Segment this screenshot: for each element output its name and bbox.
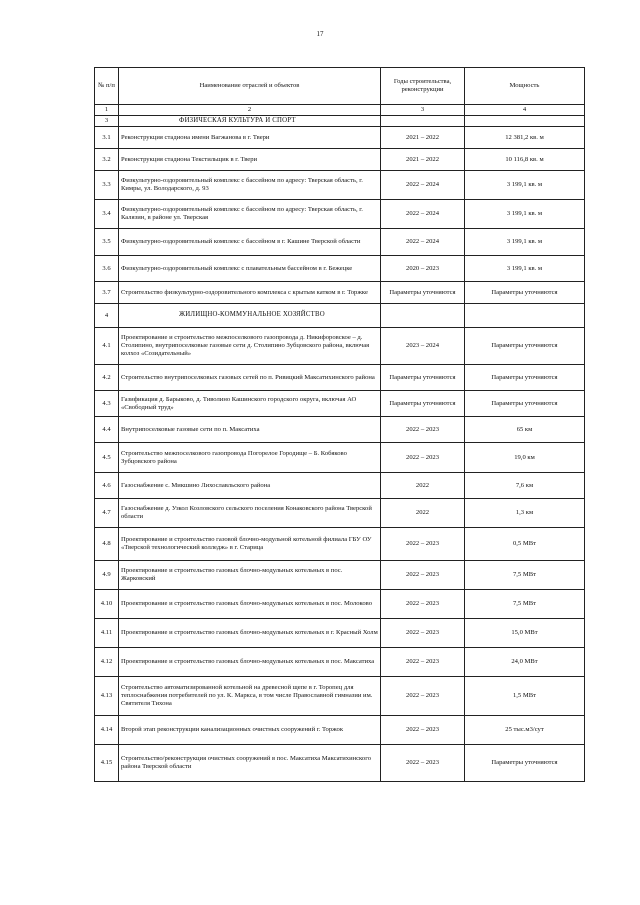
row-number: 4.15 [95, 745, 119, 782]
row-number: 4.1 [95, 328, 119, 365]
header-name: Наименование отраслей и объектов [119, 68, 381, 105]
table-row [95, 417, 585, 443]
row-years: 2022 – 2023 [381, 619, 465, 648]
row-capacity: 7,6 км [465, 473, 585, 499]
objects-table [94, 67, 585, 782]
table-row [95, 561, 585, 590]
row-number: 4.6 [95, 473, 119, 499]
table-row [95, 745, 585, 782]
row-name: Физкультурно-оздоровительный комплекс с бассейном по адресу: Тверская область, г. Калязин, в районе ул. Тверская [119, 200, 381, 229]
row-years: 2021 – 2022 [381, 127, 465, 149]
section-row [95, 304, 585, 328]
table-row [95, 127, 585, 149]
row-name: Газификация д. Барыково, д. Тиволино Кашинского городского округа, включая АО «Свободный труд» [119, 391, 381, 417]
row-capacity: 12 381,2 кв. м [465, 127, 585, 149]
row-name: Внутрипоселковые газовые сети по п. Максатиха [119, 417, 381, 443]
row-years: 2022 – 2024 [381, 229, 465, 256]
row-number: 4.12 [95, 648, 119, 677]
row-years: 2022 – 2024 [381, 200, 465, 229]
row-name: Реконструкция стадиона имени Вагжанова в г. Твери [119, 127, 381, 149]
row-name: Проектирование и строительство газовых блочно-модульных котельных в пос. Жарковский [119, 561, 381, 590]
row-name: Проектирование и строительство газовой блочно-модульной котельной филиала ГБУ ОУ «Тверской технологический колледж» в г. Старица [119, 528, 381, 561]
table-row [95, 229, 585, 256]
row-name: Газоснабжение д. Узкол Козловского сельского поселения Конаковского района Тверской области [119, 499, 381, 528]
row-years: 2022 – 2023 [381, 590, 465, 619]
row-name: Газоснабжение с. Микшино Лихославльского района [119, 473, 381, 499]
row-name: Строительство физкультурно-оздоровительного комплекса с крытым катком в г. Торжке [119, 282, 381, 304]
row-name: Проектирование и строительство газовых блочно-модульных котельных в г. Красный Холм [119, 619, 381, 648]
table-row [95, 716, 585, 745]
row-years: 2022 – 2023 [381, 417, 465, 443]
table-row [95, 473, 585, 499]
row-number: 3.6 [95, 256, 119, 282]
row-name: Проектирование и строительство газовых блочно-модульных котельных в пос. Максатиха [119, 648, 381, 677]
row-years: 2022 – 2023 [381, 443, 465, 473]
table-body [95, 115, 585, 781]
row-capacity: 3 199,1 кв. м [465, 256, 585, 282]
row-name: Строительство/реконструкция очистных сооружений в пос. Максатиха Максатихинского района Тверской области [119, 745, 381, 782]
row-capacity [465, 304, 585, 328]
page-number: 17 [316, 30, 324, 38]
table-row [95, 256, 585, 282]
row-years: Параметры уточняются [381, 365, 465, 391]
table-row [95, 590, 585, 619]
column-index: 2 [119, 105, 381, 116]
row-number: 3.2 [95, 149, 119, 171]
row-name: Реконструкция стадиона Текстильщик в г. Твери [119, 149, 381, 171]
row-years: 2022 – 2023 [381, 716, 465, 745]
table-row [95, 200, 585, 229]
row-years [381, 304, 465, 328]
row-name: Физкультурно-оздоровительный комплекс с бассейном в г. Кашине Тверской области [119, 229, 381, 256]
row-number: 4.13 [95, 677, 119, 716]
row-name: ЖИЛИЩНО-КОММУНАЛЬНОЕ ХОЗЯЙСТВО [119, 304, 381, 328]
table-row [95, 619, 585, 648]
row-number: 4.9 [95, 561, 119, 590]
table-row [95, 528, 585, 561]
row-capacity: 10 116,8 кв. м [465, 149, 585, 171]
row-years: 2022 – 2023 [381, 648, 465, 677]
row-capacity: 3 199,1 кв. м [465, 200, 585, 229]
column-index: 3 [381, 105, 465, 116]
column-index: 4 [465, 105, 585, 116]
header-years: Годы строительства, реконструкции [381, 68, 465, 105]
row-name: ФИЗИЧЕСКАЯ КУЛЬТУРА И СПОРТ [119, 115, 381, 126]
row-capacity: Параметры уточняются [465, 745, 585, 782]
row-number: 4.4 [95, 417, 119, 443]
row-name: Физкультурно-оздоровительный комплекс с плавательным бассейном в г. Бежецке [119, 256, 381, 282]
row-capacity: 19,0 км [465, 443, 585, 473]
table-header-row [95, 68, 585, 105]
table-row [95, 149, 585, 171]
table-row [95, 443, 585, 473]
row-number: 4 [95, 304, 119, 328]
row-number: 3.3 [95, 171, 119, 200]
row-years: 2022 – 2023 [381, 528, 465, 561]
row-number: 4.2 [95, 365, 119, 391]
row-number: 4.7 [95, 499, 119, 528]
row-years: Параметры уточняются [381, 282, 465, 304]
row-years: 2022 – 2023 [381, 745, 465, 782]
row-capacity: 1,5 МВт [465, 677, 585, 716]
row-capacity: 7,5 МВт [465, 561, 585, 590]
row-capacity: 7,5 МВт [465, 590, 585, 619]
row-name: Строительство межпоселкового газопровода Погорелое Городище – Б. Кобяково Зубцовского района [119, 443, 381, 473]
row-number: 4.10 [95, 590, 119, 619]
row-capacity [465, 115, 585, 126]
row-capacity: 15,0 МВт [465, 619, 585, 648]
row-capacity: 0,5 МВт [465, 528, 585, 561]
row-years: 2022 [381, 473, 465, 499]
row-name: Строительство автоматизированной котельной на древесной щепе в г. Торопец для теплоснабжения потребителей по ул. К. Маркса, в том числе Православной гимназии им. Святителя Тихона [119, 677, 381, 716]
row-years [381, 115, 465, 126]
table-row [95, 391, 585, 417]
table-row [95, 282, 585, 304]
section-row [95, 115, 585, 126]
row-capacity: 24,0 МВт [465, 648, 585, 677]
row-number: 4.14 [95, 716, 119, 745]
row-capacity: 3 199,1 кв. м [465, 229, 585, 256]
row-name: Строительство внутрипоселковых газовых сетей по п. Ривицкий Максатихинского района [119, 365, 381, 391]
row-capacity: Параметры уточняются [465, 391, 585, 417]
row-number: 3.5 [95, 229, 119, 256]
table-row [95, 677, 585, 716]
row-capacity: Параметры уточняются [465, 328, 585, 365]
row-years: 2022 – 2023 [381, 561, 465, 590]
table-row [95, 328, 585, 365]
row-name: Второй этап реконструкции канализационных очистных сооружений г. Торжок [119, 716, 381, 745]
row-name: Физкультурно-оздоровительный комплекс с бассейном по адресу: Тверская область, г. Кимры, ул. Володарского, д. 93 [119, 171, 381, 200]
row-capacity: Параметры уточняются [465, 282, 585, 304]
row-number: 4.11 [95, 619, 119, 648]
row-years: 2021 – 2022 [381, 149, 465, 171]
header-num: № п/п [95, 68, 119, 105]
row-number: 3 [95, 115, 119, 126]
row-number: 4.3 [95, 391, 119, 417]
header-capacity: Мощность [465, 68, 585, 105]
row-years: 2023 – 2024 [381, 328, 465, 365]
row-years: 2022 [381, 499, 465, 528]
row-capacity: 65 км [465, 417, 585, 443]
table-row [95, 365, 585, 391]
row-years: 2022 – 2024 [381, 171, 465, 200]
row-number: 4.5 [95, 443, 119, 473]
row-number: 3.1 [95, 127, 119, 149]
row-years: 2020 – 2023 [381, 256, 465, 282]
row-name: Проектирование и строительство межпоселкового газопровода д. Никифоровское – д. Столипино, внутрипоселковые газовые сети д. Столипино Зубцовского района, включая колхоз «Созидательный» [119, 328, 381, 365]
table-row [95, 171, 585, 200]
table-row [95, 648, 585, 677]
table-row [95, 499, 585, 528]
row-years: 2022 – 2023 [381, 677, 465, 716]
row-name: Проектирование и строительство газовых блочно-модульных котельных в пос. Молоково [119, 590, 381, 619]
row-number: 3.7 [95, 282, 119, 304]
column-index: 1 [95, 105, 119, 116]
row-number: 3.4 [95, 200, 119, 229]
row-capacity: 25 тыс.м3/сут [465, 716, 585, 745]
row-capacity: 3 199,1 кв. м [465, 171, 585, 200]
column-index-row [95, 105, 585, 116]
row-capacity: 1,3 км [465, 499, 585, 528]
row-number: 4.8 [95, 528, 119, 561]
row-capacity: Параметры уточняются [465, 365, 585, 391]
row-years: Параметры уточняются [381, 391, 465, 417]
